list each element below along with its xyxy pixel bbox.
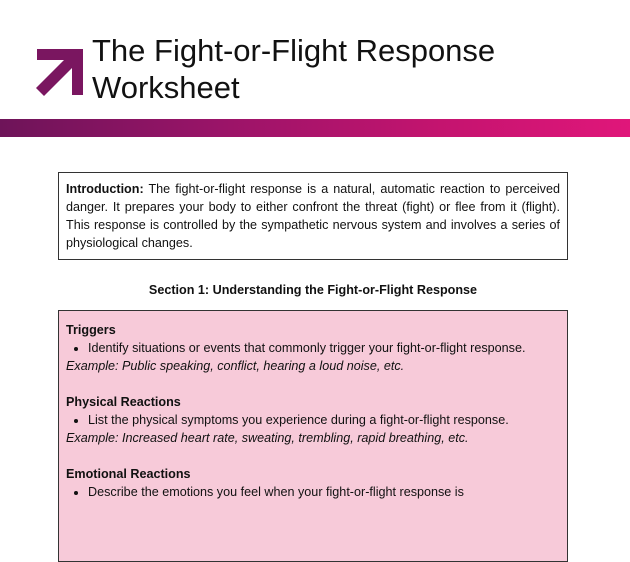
triggers-example: Example: Public speaking, conflict, hearing a loud noise, etc. — [66, 359, 405, 373]
emotional-reactions-heading: Emotional Reactions — [66, 467, 191, 481]
section-1-box — [58, 310, 568, 562]
emotional-reactions-block — [66, 465, 560, 501]
introduction-box — [58, 172, 568, 260]
emotional-reactions-bullet: • Describe the emotions you feel when your fight-or-flight response is — [88, 483, 560, 501]
title-line-2: Worksheet — [92, 70, 240, 105]
physical-reactions-block — [66, 393, 560, 447]
triggers-block — [66, 321, 560, 375]
triggers-heading: Triggers — [66, 323, 116, 337]
gradient-banner — [0, 119, 630, 137]
emotional-reactions-list — [66, 483, 560, 501]
introduction-text: The fight-or-flight response is a natural, automatic reaction to perceived danger. It prepares your body to either confront the threat (fight) or flee from it (flight). This response is controlled by the sympathetic nervous system and involves a series of physiological changes. — [66, 182, 560, 250]
arrow-up-right-icon — [35, 47, 85, 97]
worksheet-header — [0, 0, 630, 118]
title-line-1: The Fight-or-Flight Response — [92, 33, 496, 68]
triggers-bullet: • Identify situations or events that commonly trigger your fight-or-flight response. — [88, 339, 560, 357]
physical-reactions-list — [66, 411, 560, 429]
physical-reactions-example: Example: Increased heart rate, sweating, trembling, rapid breathing, etc. — [66, 431, 469, 445]
section-1-title: Section 1: Understanding the Fight-or-Flight Response — [148, 283, 478, 297]
introduction-label: Introduction: — [66, 182, 144, 196]
physical-reactions-heading: Physical Reactions — [66, 395, 181, 409]
physical-reactions-bullet: • List the physical symptoms you experience during a fight-or-flight response. — [88, 411, 560, 429]
page-title — [92, 32, 495, 106]
triggers-list — [66, 339, 560, 357]
